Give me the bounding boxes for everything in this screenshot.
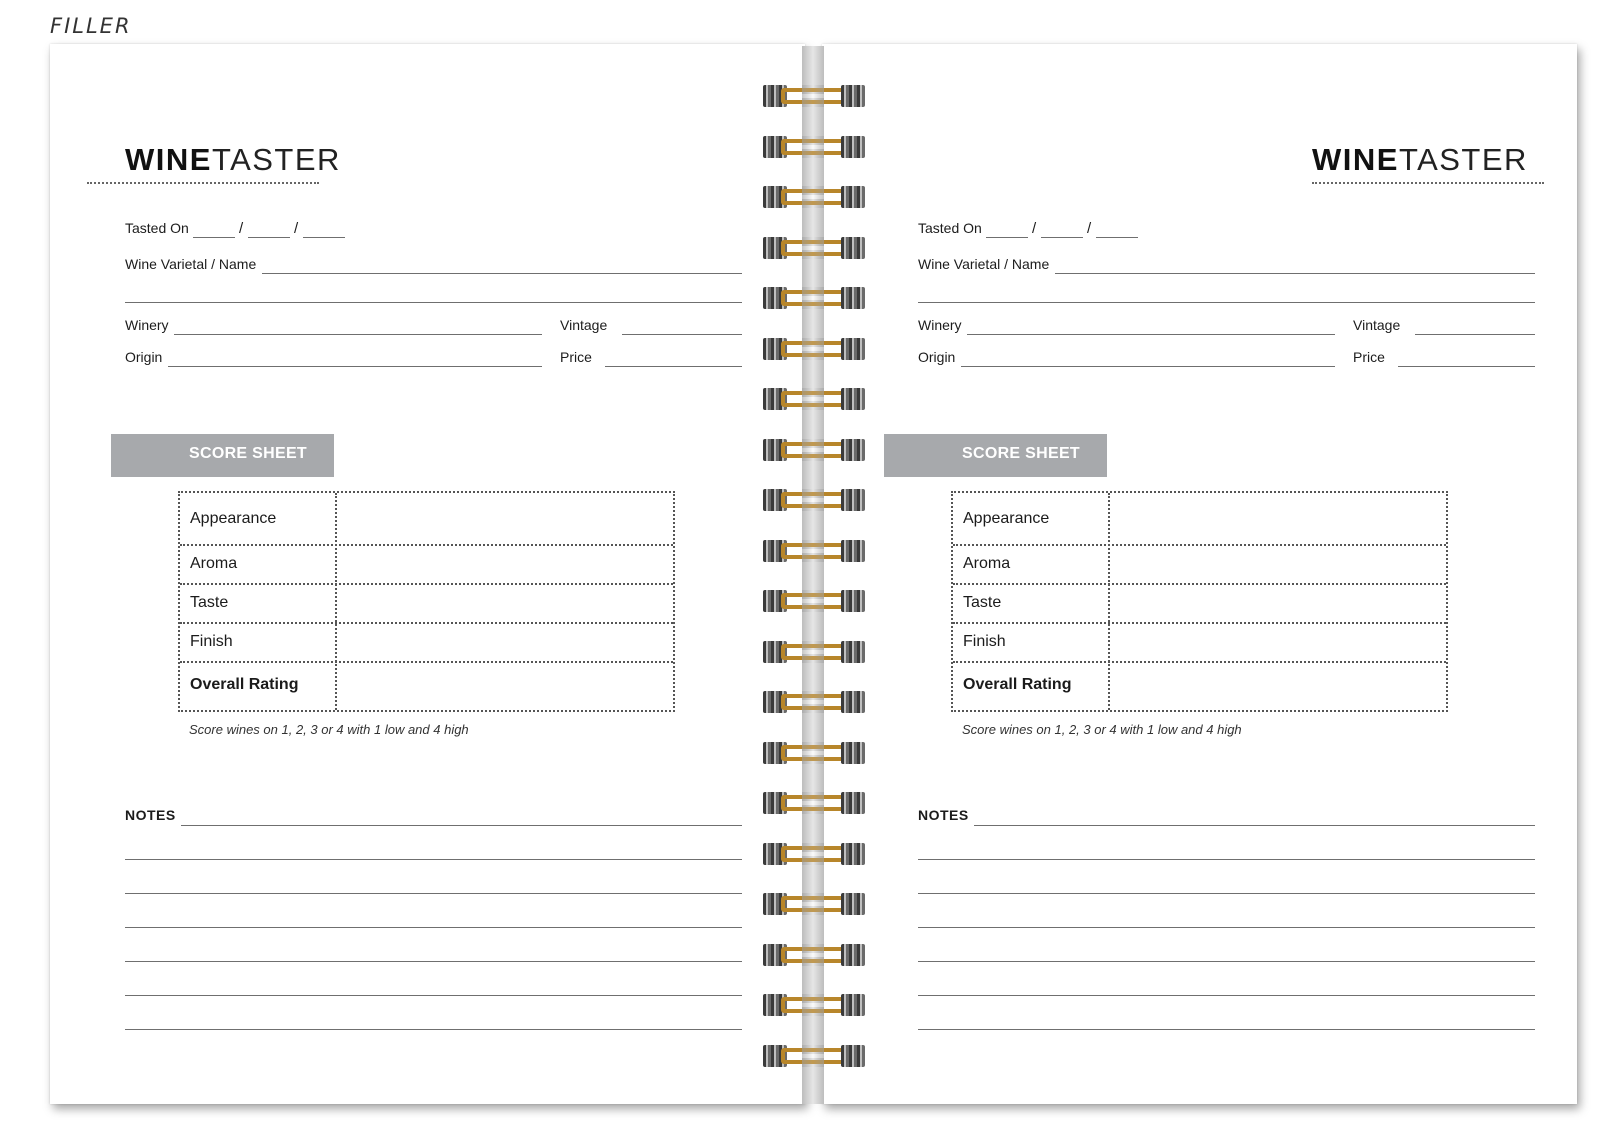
notes-line[interactable] [125, 927, 742, 928]
varietal-label: Wine Varietal / Name [125, 256, 257, 272]
notes-line[interactable] [974, 825, 1535, 826]
binding-ring [763, 691, 865, 713]
origin-label: Origin [918, 349, 956, 365]
date-separator: / [294, 220, 299, 237]
binding-ring [763, 994, 865, 1016]
score-row-aroma[interactable]: Aroma [953, 546, 1446, 585]
binding-ring [763, 388, 865, 410]
left-page [50, 44, 805, 1104]
binding-ring [763, 186, 865, 208]
binding-ring [763, 439, 865, 461]
binding-ring [763, 893, 865, 915]
date-month-field[interactable] [248, 237, 290, 238]
binding-ring [763, 85, 865, 107]
notes-line[interactable] [181, 825, 742, 826]
date-separator: / [1087, 220, 1092, 237]
date-separator: / [239, 220, 244, 237]
notes-line[interactable] [918, 961, 1535, 962]
binding-ring [763, 641, 865, 663]
binding-ring [763, 1045, 865, 1067]
origin-field[interactable] [168, 366, 542, 367]
binding-ring [763, 590, 865, 612]
score-row-appearance[interactable]: Appearance [180, 493, 673, 546]
binding-ring [763, 338, 865, 360]
winery-label: Winery [125, 317, 169, 333]
varietal-field[interactable] [262, 273, 742, 274]
binding-ring [763, 287, 865, 309]
filler-label: FILLER [50, 14, 132, 38]
notes-line[interactable] [918, 927, 1535, 928]
binding-ring [763, 540, 865, 562]
logo-divider [87, 182, 319, 184]
binding-ring [763, 792, 865, 814]
logo-divider [1312, 182, 1544, 184]
notes-line[interactable] [125, 995, 742, 996]
binding-ring [763, 237, 865, 259]
score-hint: Score wines on 1, 2, 3 or 4 with 1 low and 4 high [962, 722, 1242, 737]
score-row-overall[interactable]: Overall Rating [963, 676, 1072, 693]
binding-ring [763, 742, 865, 764]
score-sheet-header: SCORE SHEET [884, 434, 1107, 477]
score-row-finish[interactable]: Finish [180, 624, 673, 663]
varietal-field-line2[interactable] [125, 302, 742, 303]
notes-line[interactable] [918, 859, 1535, 860]
date-day-field[interactable] [193, 237, 235, 238]
score-row-overall[interactable]: Overall Rating [190, 676, 299, 693]
date-separator: / [1032, 220, 1037, 237]
tasted-on-label: Tasted On [125, 220, 189, 236]
notes-line[interactable] [918, 995, 1535, 996]
vintage-label: Vintage [1353, 317, 1401, 333]
notes-line[interactable] [918, 1029, 1535, 1030]
score-hint: Score wines on 1, 2, 3 or 4 with 1 low and 4 high [189, 722, 469, 737]
score-column-divider [335, 493, 337, 710]
varietal-field[interactable] [1055, 273, 1535, 274]
score-table [178, 491, 675, 712]
wine-taster-logo: WINETASTER [1312, 142, 1528, 177]
score-row-finish[interactable]: Finish [953, 624, 1446, 663]
notes-label: NOTES [125, 807, 176, 823]
tasted-on-label: Tasted On [918, 220, 982, 236]
price-label: Price [560, 349, 592, 365]
wine-taster-logo: WINETASTER [125, 142, 341, 177]
vintage-field[interactable] [622, 334, 742, 335]
score-sheet-header: SCORE SHEET [111, 434, 334, 477]
notes-line[interactable] [125, 893, 742, 894]
notes-label: NOTES [918, 807, 969, 823]
date-year-field[interactable] [303, 237, 345, 238]
binding-ring [763, 944, 865, 966]
binding-ring [763, 136, 865, 158]
notes-line[interactable] [125, 961, 742, 962]
notes-line[interactable] [125, 859, 742, 860]
vintage-field[interactable] [1415, 334, 1535, 335]
price-label: Price [1353, 349, 1385, 365]
score-column-divider [1108, 493, 1110, 710]
notes-line[interactable] [918, 893, 1535, 894]
winery-field[interactable] [174, 334, 542, 335]
right-page [822, 44, 1577, 1104]
varietal-label: Wine Varietal / Name [918, 256, 1050, 272]
score-table [951, 491, 1448, 712]
date-day-field[interactable] [986, 237, 1028, 238]
varietal-field-line2[interactable] [918, 302, 1535, 303]
price-field[interactable] [605, 366, 742, 367]
score-row-taste[interactable]: Taste [953, 585, 1446, 624]
vintage-label: Vintage [560, 317, 608, 333]
notes-line[interactable] [125, 1029, 742, 1030]
date-year-field[interactable] [1096, 237, 1138, 238]
score-row-taste[interactable]: Taste [180, 585, 673, 624]
origin-field[interactable] [961, 366, 1335, 367]
origin-label: Origin [125, 349, 163, 365]
binding-ring [763, 843, 865, 865]
price-field[interactable] [1398, 366, 1535, 367]
binding-ring [763, 489, 865, 511]
score-row-appearance[interactable]: Appearance [953, 493, 1446, 546]
date-month-field[interactable] [1041, 237, 1083, 238]
winery-label: Winery [918, 317, 962, 333]
winery-field[interactable] [967, 334, 1335, 335]
score-row-aroma[interactable]: Aroma [180, 546, 673, 585]
